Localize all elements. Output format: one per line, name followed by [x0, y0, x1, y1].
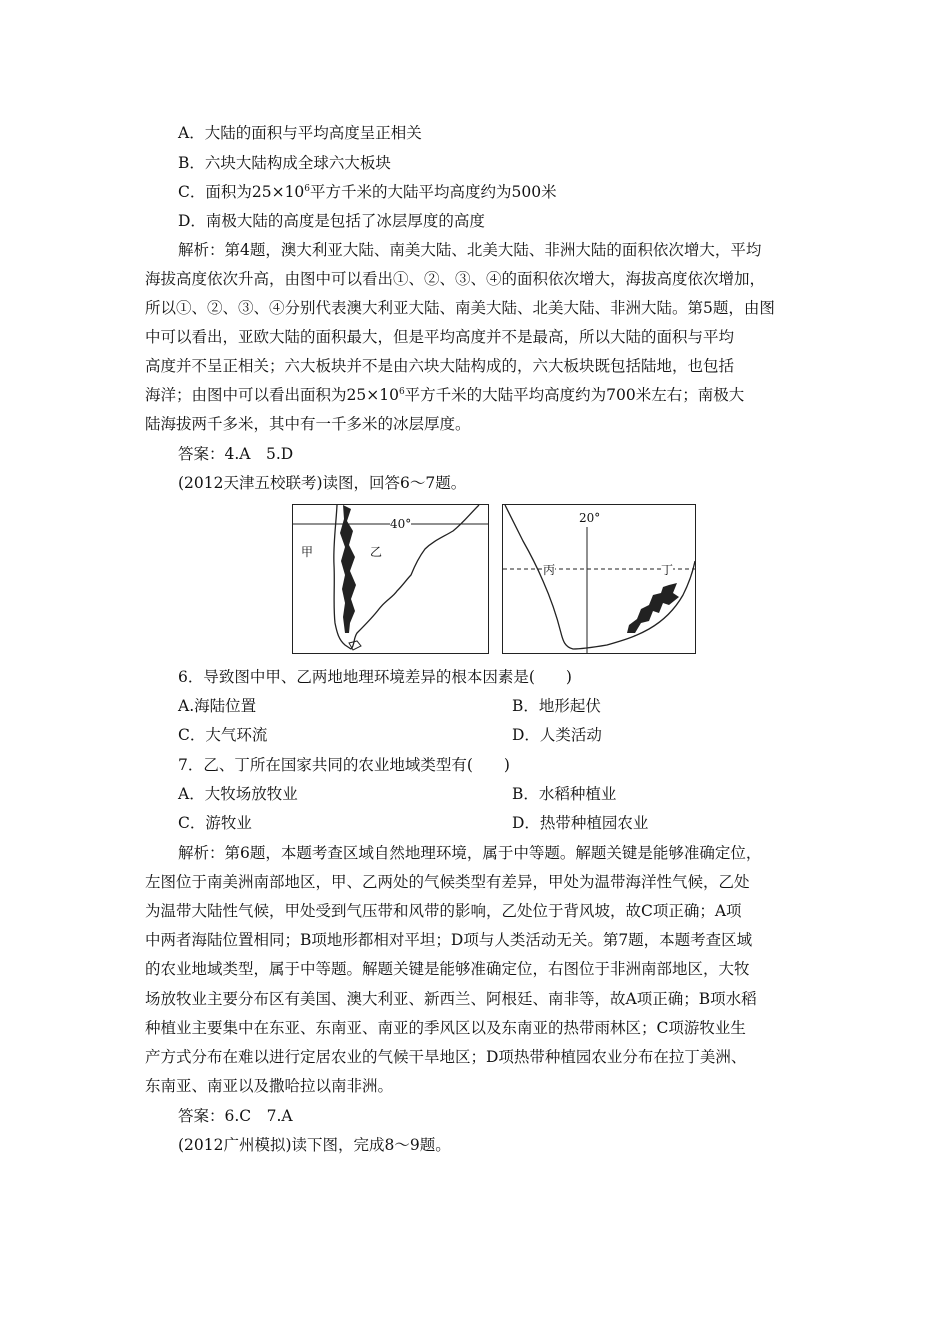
- q7-option-c: C．游牧业: [178, 814, 252, 832]
- label-ding: 丁: [661, 563, 674, 577]
- southern-africa-outline: [503, 505, 695, 653]
- analysis2-line: 为温带大陆性气候，甲处受到气压带和风带的影响，乙处位于背风坡，故C项正确；A项: [145, 902, 742, 920]
- analysis2-line: 的农业地域类型，属于中等题。解题关键是能够准确定位，右图位于非洲南部地区，大牧: [145, 960, 750, 978]
- analysis1-text: 海洋；由图中可以看出面积为25×10: [145, 386, 399, 404]
- analysis2-line: 东南亚、南亚以及撒哈拉以南非洲。: [145, 1077, 394, 1095]
- analysis1-line: 中可以看出，亚欧大陆的面积最大，但是平均高度并不是最高，所以大陆的面积与平均: [145, 328, 735, 346]
- analysis2-line: 种植业主要集中在东亚、东南亚、南亚的季风区以及东南亚的热带雨林区；C项游牧业生: [145, 1019, 746, 1037]
- q6-option-d: D．人类活动: [512, 726, 602, 744]
- map-south-america: [292, 504, 489, 654]
- q5-option-b: B．六块大陆构成全球六大板块: [178, 154, 391, 172]
- q7-stem: 7．乙、丁所在国家共同的农业地域类型有( ): [178, 756, 510, 774]
- maps-figure: [292, 504, 694, 654]
- analysis1-line: [145, 385, 744, 405]
- answer-4-5: 答案：4.A 5.D: [178, 445, 294, 463]
- analysis2-line: 左图位于南美洲南部地区，甲、乙两处的气候类型有差异，甲处为温带海洋性气候，乙处: [145, 873, 750, 891]
- q6-option-b: B．地形起伏: [512, 697, 601, 715]
- q6-option-c: C．大气环流: [178, 726, 268, 744]
- label-jia: 甲: [301, 545, 314, 559]
- longitude-label: 20°: [579, 511, 601, 525]
- map-southern-africa: [502, 504, 696, 654]
- analysis1-text-end: 平方千米的大陆平均高度约为700米左右；南极大: [404, 386, 745, 404]
- q6-option-a: A.海陆位置: [178, 697, 257, 715]
- analysis2-line: 解析：第6题，本题考查区域自然地理环境，属于中等题。解题关键是能够准确定位，: [178, 844, 762, 862]
- label-bing: 丙: [543, 563, 556, 577]
- label-yi: 乙: [370, 545, 383, 559]
- analysis1-exponent: 6: [398, 387, 405, 397]
- analysis1-line: 海拔高度依次升高，由图中可以看出①、②、③、④的面积依次增大，海拔高度依次增加，: [145, 270, 766, 288]
- answer-6-7: 答案：6.C 7.A: [178, 1107, 293, 1125]
- q5-option-c-exponent: 6: [304, 184, 311, 194]
- q5-option-a: A．大陆的面积与平均高度呈正相关: [178, 124, 422, 142]
- intro-questions-8-9: (2012广州模拟)读下图，完成8～9题。: [178, 1136, 451, 1154]
- q7-option-b: B．水稻种植业: [512, 785, 617, 803]
- q7-option-d: D．热带种植园农业: [512, 814, 649, 832]
- analysis2-line: 中两者海陆位置相同；B项地形都相对平坦；D项与人类活动无关。第7题，本题考查区域: [145, 931, 753, 949]
- q5-option-c-text: C．面积为25×10: [178, 183, 305, 201]
- q5-option-c-text-end: 平方千米的大陆平均高度约为500米: [310, 183, 557, 201]
- q7-option-a: A．大牧场放牧业: [178, 785, 298, 803]
- analysis1-line: 陆海拔两千多米，其中有一千多米的冰层厚度。: [145, 415, 471, 433]
- q5-option-d: D．南极大陆的高度是包括了冰层厚度的高度: [178, 212, 485, 230]
- q5-option-c: [178, 182, 557, 202]
- latitude-label: 40°: [390, 517, 412, 531]
- analysis1-line: 解析：第4题，澳大利亚大陆、南美大陆、北美大陆、非洲大陆的面积依次增大，平均: [178, 241, 762, 259]
- analysis2-line: 产方式分布在难以进行定居农业的气候干旱地区；D项热带种植园农业分布在拉丁美洲、: [145, 1048, 747, 1066]
- analysis1-line: 所以①、②、③、④分别代表澳大利亚大陆、南美大陆、北美大陆、非洲大陆。第5题，由图: [145, 299, 775, 317]
- q6-stem: 6．导致图中甲、乙两地地理环境差异的根本因素是( ): [178, 668, 572, 686]
- analysis2-line: 场放牧业主要分布区有美国、澳大利亚、新西兰、阿根廷、南非等，故A项正确；B项水稻: [145, 990, 757, 1008]
- analysis1-line: 高度并不呈正相关；六大板块并不是由六块大陆构成的，六大板块既包括陆地，也包括: [145, 357, 735, 375]
- intro-questions-6-7: (2012天津五校联考)读图，回答6～7题。: [178, 474, 467, 492]
